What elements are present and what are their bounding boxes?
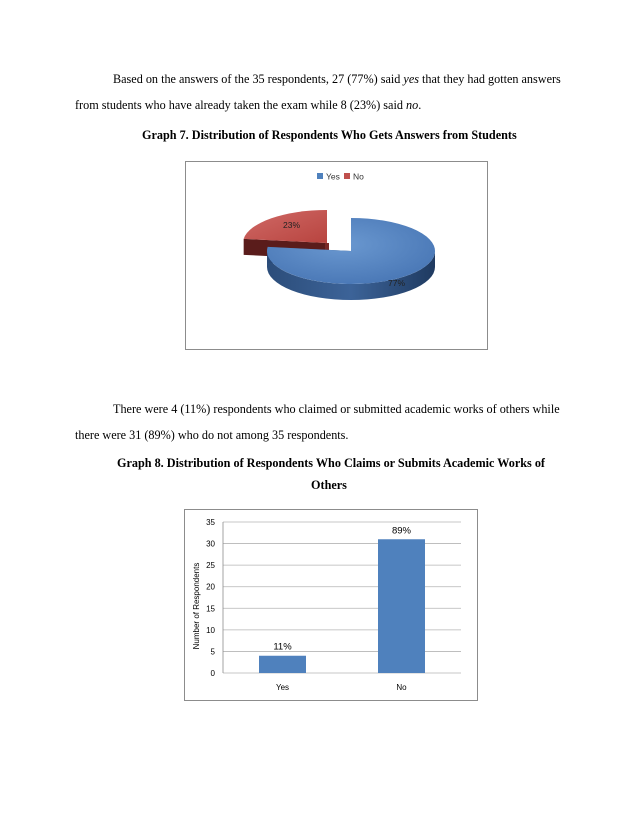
bar-data-label: 11% xyxy=(273,641,292,653)
pie-label-no: 23% xyxy=(283,220,301,230)
bar-chart-svg xyxy=(185,510,477,700)
graph8-caption xyxy=(75,452,575,496)
pie-chart-svg xyxy=(186,162,487,349)
graph7-caption xyxy=(142,124,582,146)
y-tick-label: 10 xyxy=(206,625,215,635)
graph7-caption-text: Graph 7. Distribution of Respondents Who Gets Answers from Students xyxy=(142,128,517,142)
legend-swatch-yes xyxy=(317,173,323,179)
emphasis-no: no xyxy=(406,98,419,112)
y-tick-label: 0 xyxy=(210,669,215,678)
pie-label-yes: 77% xyxy=(388,278,406,288)
y-tick-label: 15 xyxy=(206,604,215,614)
y-tick-label: 5 xyxy=(210,647,215,657)
x-tick-label: Yes xyxy=(275,683,290,692)
bar-yes xyxy=(259,656,306,673)
paragraph-text: Based on the answers of the 35 respondents, 27 (77%) said xyxy=(113,72,404,86)
paragraph-text: There were 4 (11%) respondents who claimed or submitted academic works of others while there were 31 (89%) who do not among 35 respondents. xyxy=(75,402,560,442)
legend-label-no: No xyxy=(353,171,364,182)
bar-chart xyxy=(184,509,478,701)
graph8-caption-line2: Others xyxy=(311,478,347,492)
pie-slices xyxy=(244,210,435,300)
bar-no xyxy=(378,539,425,673)
pie-chart xyxy=(185,161,488,350)
paragraph-text: that they had gotten answers from students who have already taken the exam while 8 (23%) said xyxy=(75,72,561,112)
y-tick-label: 25 xyxy=(206,561,215,571)
paragraph-graph8-intro xyxy=(75,396,575,448)
y-tick-label: 30 xyxy=(206,539,215,549)
x-tick-label: No xyxy=(396,683,407,692)
legend-swatch-no xyxy=(344,173,350,179)
legend-label-yes: Yes xyxy=(326,171,340,182)
bar-data-label: 89% xyxy=(391,525,412,537)
y-tick-label: 20 xyxy=(206,582,215,592)
graph8-caption-line1: Graph 8. Distribution of Respondents Who Claims or Submits Academic Works of xyxy=(117,456,545,470)
paragraph-text: . xyxy=(418,98,422,112)
paragraph-graph7-intro xyxy=(75,66,575,118)
y-axis-label: Number of Respondents xyxy=(192,562,201,650)
emphasis-yes: yes xyxy=(403,72,419,86)
y-tick-label: 35 xyxy=(206,518,215,527)
